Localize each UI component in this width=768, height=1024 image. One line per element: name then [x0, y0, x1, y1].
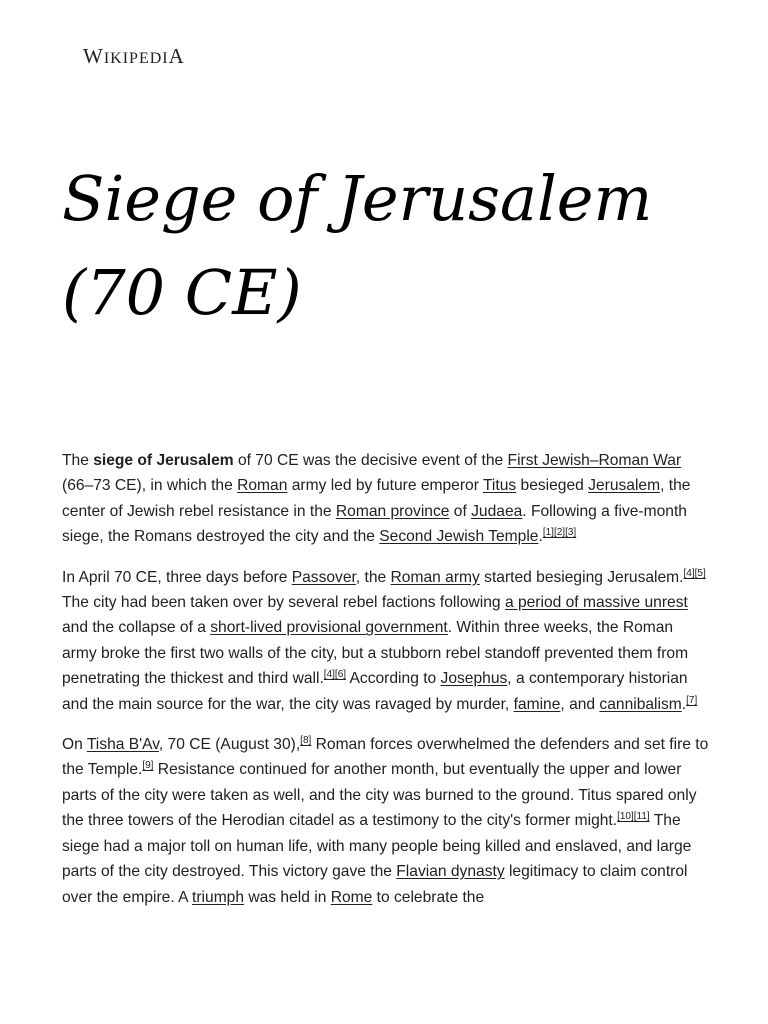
bold-term: siege of Jerusalem: [93, 452, 234, 469]
text: .: [681, 695, 687, 713]
logo-letter-first: W: [83, 44, 104, 68]
text: started besieging Jerusalem.: [479, 568, 684, 586]
link-first-jewish-roman-war[interactable]: First Jewish–Roman War: [507, 452, 682, 469]
link-period-of-unrest[interactable]: a period of massive unrest: [504, 594, 688, 612]
text: to celebrate the: [372, 888, 485, 906]
citation-link-5[interactable]: [5]: [694, 567, 706, 579]
text: On: [62, 736, 87, 754]
link-roman[interactable]: Roman: [237, 477, 288, 495]
text: , the center of Jewish rebel resistance in the: [62, 477, 691, 520]
link-judaea[interactable]: Judaea: [471, 502, 523, 520]
text: , 70 CE (August 30),: [158, 736, 301, 754]
text: was held in: [244, 888, 331, 906]
citation: [324, 669, 346, 680]
article-body: [62, 448, 710, 925]
citation-link-10[interactable]: [10]: [617, 811, 634, 823]
link-roman-army[interactable]: Roman army: [390, 568, 480, 586]
citation: [300, 735, 311, 746]
text: , the: [355, 568, 391, 586]
link-triumph[interactable]: triumph: [192, 888, 245, 906]
citation-link-8[interactable]: [8]: [300, 735, 312, 747]
text: of: [449, 502, 472, 520]
text: and the collapse of a: [62, 619, 211, 637]
text: Roman forces overwhelmed the defenders and set fire to the Temple.: [62, 736, 709, 779]
text: The city had been taken over by several rebel factions following: [62, 594, 505, 612]
text: legitimacy to claim control over the empire. A: [62, 863, 688, 906]
text: , a contemporary historian and the main source for the war, the city was ravaged by murder,: [62, 670, 688, 713]
citation: [686, 695, 697, 706]
citation-link-7[interactable]: [7]: [686, 694, 698, 706]
link-cannibalism[interactable]: cannibalism: [599, 695, 682, 713]
link-josephus[interactable]: Josephus: [440, 670, 508, 688]
citation-link-4[interactable]: [4]: [683, 567, 695, 579]
paragraph-1: [62, 448, 710, 550]
citation-link-9[interactable]: [9]: [142, 760, 154, 772]
text: , and: [560, 695, 600, 713]
text: . Following a five-month siege, the Romans destroyed the city and the: [62, 502, 687, 546]
text: According to: [346, 670, 441, 688]
link-flavian-dynasty[interactable]: Flavian dynasty: [396, 863, 505, 881]
citation: [142, 760, 153, 771]
link-roman-province[interactable]: Roman province: [335, 502, 450, 520]
text: besieged: [516, 477, 589, 495]
text: (66–73 CE), in which the: [62, 477, 238, 495]
citation-link-2[interactable]: [2]: [553, 527, 566, 539]
page-title: Siege of Jerusalem (70 CE): [62, 162, 653, 329]
citation: [617, 811, 650, 822]
paragraph-2: [62, 565, 710, 717]
link-titus[interactable]: Titus: [482, 477, 517, 495]
link-famine[interactable]: famine: [513, 695, 561, 713]
text: In April 70 CE, three days before: [62, 568, 292, 586]
link-rome[interactable]: Rome: [330, 888, 373, 906]
link-second-jewish-temple[interactable]: Second Jewish Temple: [379, 528, 539, 546]
text: The: [62, 452, 94, 469]
citation-link-3[interactable]: [3]: [565, 527, 577, 539]
link-jerusalem[interactable]: Jerusalem: [588, 477, 661, 495]
text: Resistance continued for another month, but eventually the upper and lower parts of the city were taken as well, and the city was burned to the ground. Titus spared only the three towers of the Herodian citadel as a testimony to the city's former might.: [62, 761, 697, 830]
citation-link-1[interactable]: [1]: [542, 527, 554, 539]
text: army led by future emperor: [287, 477, 483, 495]
paragraph-3: [62, 732, 710, 910]
citation: [684, 568, 706, 579]
link-passover[interactable]: Passover: [291, 568, 356, 586]
text: The siege had a major toll on human life, with many people being killed and enslaved, and large parts of the city destroyed. This victory gave the: [62, 812, 692, 881]
text: .: [538, 528, 543, 546]
citation-link-11[interactable]: [11]: [633, 811, 650, 823]
citation-link-6[interactable]: [6]: [334, 669, 347, 681]
citation: [543, 527, 576, 538]
logo-small-caps: IKIPEDI: [103, 50, 169, 67]
text: of 70 CE was the decisive event of the: [233, 452, 508, 469]
wikipedia-logo[interactable]: [83, 43, 185, 72]
link-tisha-bav[interactable]: Tisha B'Av: [86, 736, 159, 754]
citation-link-4b[interactable]: [4]: [323, 669, 335, 681]
logo-letter-last: A: [168, 44, 185, 68]
text: . Within three weeks, the Roman army broke the first two walls of the city, but a stubborn rebel standoff prevented them from penetrating the thickest and third wall.: [62, 619, 689, 688]
link-provisional-government[interactable]: short-lived provisional government: [210, 619, 448, 637]
